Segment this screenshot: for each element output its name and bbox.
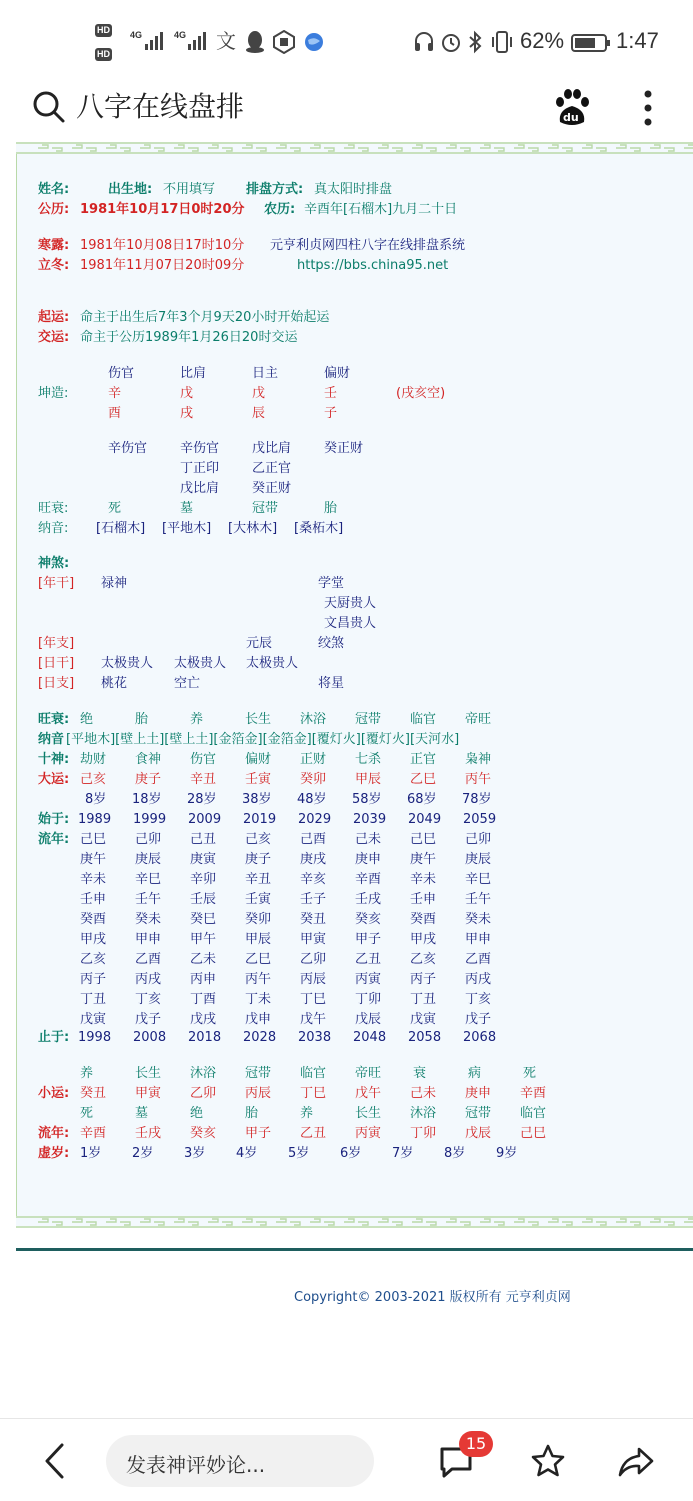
clock: 1:47 bbox=[616, 28, 659, 53]
dayun-liunian: 戊寅 bbox=[80, 1012, 107, 1027]
dayun-liunian: 丙辰 bbox=[300, 972, 327, 987]
dayun-shishen-label: 十神: bbox=[38, 752, 70, 767]
xiaoyun-top: 衰 bbox=[413, 1066, 427, 1081]
dayun-wangshuai: 长生 bbox=[245, 712, 272, 727]
dayun-age: 38岁 bbox=[242, 792, 272, 807]
ri-zhi-label: [日支] bbox=[38, 676, 75, 691]
dayun-wangshuai: 养 bbox=[190, 712, 204, 727]
dayun-liunian: 己巳 bbox=[410, 832, 437, 847]
dayun-liunian: 甲午 bbox=[190, 932, 217, 947]
xiaoyun-liunian: 癸亥 bbox=[190, 1126, 217, 1141]
xiaoyun-bottom: 胎 bbox=[245, 1106, 259, 1121]
dayun-liunian: 己亥 bbox=[245, 832, 272, 847]
dayun-age: 68岁 bbox=[407, 792, 437, 807]
dayun-liunian: 辛丑 bbox=[245, 872, 272, 887]
dayun-ganzhi: 壬寅 bbox=[245, 772, 272, 787]
dayun-liunian: 戊寅 bbox=[410, 1012, 437, 1027]
dayun-liunian: 庚子 bbox=[245, 852, 272, 867]
nian-zhi-label: [年支] bbox=[38, 636, 75, 651]
ri-gan-label: [日干] bbox=[38, 656, 75, 671]
pillar-wangshuai: 死 bbox=[108, 501, 122, 516]
dayun-start-year: 2029 bbox=[298, 812, 332, 827]
dayun-liunian: 庚寅 bbox=[190, 852, 217, 867]
dayun-wangshuai-label: 旺衰: bbox=[38, 712, 70, 727]
pillar-branch: 戌 bbox=[180, 406, 194, 421]
dayun-liunian: 戊午 bbox=[300, 1012, 327, 1027]
bazi-result-panel bbox=[0, 140, 693, 1305]
qiyun-value: 命主于出生后7年3个月9天20小时开始起运 bbox=[80, 310, 330, 325]
dayun-wangshuai: 帝旺 bbox=[465, 712, 492, 727]
dayun-end-year: 2038 bbox=[298, 1030, 332, 1045]
dayun-start-year: 1989 bbox=[78, 812, 112, 827]
hd1-badge: HD bbox=[97, 25, 110, 35]
dayun-liunian: 癸卯 bbox=[245, 912, 272, 927]
dayun-liunian: 癸酉 bbox=[410, 912, 437, 927]
dayun-liunian: 辛巳 bbox=[465, 872, 492, 887]
ri-gan-shensha: 太极贵人 bbox=[174, 656, 227, 671]
dayun-liunian: 辛亥 bbox=[300, 872, 327, 887]
pillar-branch: 辰 bbox=[252, 406, 266, 421]
dayun-liunian: 丁丑 bbox=[410, 992, 437, 1007]
dayun-end-year: 2008 bbox=[133, 1030, 167, 1045]
ri-gan-shensha: 太极贵人 bbox=[246, 656, 299, 671]
hand-icon bbox=[272, 30, 296, 54]
dayun-liunian: 甲申 bbox=[465, 932, 492, 947]
lidong-value: 1981年11月07日20时09分 bbox=[80, 258, 245, 273]
dayun-ganzhi: 癸卯 bbox=[300, 772, 327, 787]
pillar-stem: 辛 bbox=[108, 386, 122, 401]
dayun-liunian: 丁卯 bbox=[355, 992, 382, 1007]
xiaoyun-bottom: 沐浴 bbox=[410, 1106, 437, 1121]
headphones-icon bbox=[413, 31, 435, 53]
dayun-liunian: 乙丑 bbox=[355, 952, 382, 967]
dayun-liunian: 壬子 bbox=[300, 892, 327, 907]
hidden-stem: 癸正财 bbox=[324, 441, 364, 456]
share-icon[interactable] bbox=[617, 1445, 655, 1479]
pillar-shishen: 伤官 bbox=[108, 366, 135, 381]
dayun-shishen: 食神 bbox=[135, 752, 162, 767]
dayun-liunian: 癸亥 bbox=[355, 912, 382, 927]
hidden-stem: 辛伤官 bbox=[180, 441, 220, 456]
dayun-liunian: 壬午 bbox=[465, 892, 492, 907]
dayun-liunian: 庚申 bbox=[355, 852, 382, 867]
dayun-liunian: 己巳 bbox=[80, 832, 107, 847]
xusui: 1岁 bbox=[80, 1146, 102, 1161]
dayun-liunian: 壬申 bbox=[80, 892, 107, 907]
dayun-liunian: 戊子 bbox=[465, 1012, 492, 1027]
dayun-liunian: 戊戌 bbox=[190, 1012, 217, 1027]
dayun-start-year: 1999 bbox=[133, 812, 167, 827]
comment-placeholder: 发表神评妙论... bbox=[126, 1453, 266, 1477]
dayun-liunian: 癸巳 bbox=[190, 912, 217, 927]
dayun-liunian: 壬午 bbox=[135, 892, 162, 907]
xiaoyun-ganzhi: 戊午 bbox=[355, 1086, 382, 1101]
xiaoyun-top: 冠带 bbox=[245, 1066, 272, 1081]
xiaoyun-top: 病 bbox=[468, 1066, 482, 1081]
bottom-border-decoration bbox=[16, 1214, 693, 1230]
xiaoyun-top: 养 bbox=[80, 1066, 94, 1081]
xiaoyun-ganzhi: 丙辰 bbox=[245, 1086, 272, 1101]
dayun-liunian: 乙卯 bbox=[300, 952, 327, 967]
dayun-start-label: 始于: bbox=[38, 812, 70, 827]
pillar-nayin-label: 纳音: bbox=[38, 521, 69, 536]
method-value: 真太阳时排盘 bbox=[314, 182, 393, 197]
dayun-wangshuai: 胎 bbox=[135, 712, 149, 727]
xusui: 4岁 bbox=[236, 1146, 258, 1161]
pillar-wangshuai: 胎 bbox=[324, 501, 338, 516]
dayun-shishen: 正官 bbox=[410, 752, 437, 767]
dayun-liunian: 乙未 bbox=[190, 952, 217, 967]
nian-gan-label: [年干] bbox=[38, 576, 75, 591]
pillar-nayin: [平地木] bbox=[162, 521, 212, 536]
nian-gan-shensha: 学堂 bbox=[318, 576, 345, 591]
pillar-wangshuai: 冠带 bbox=[252, 501, 279, 516]
copyright: Copyright© 2003-2021 版权所有 元亨利贞网 bbox=[294, 1290, 571, 1305]
pillar-wangshuai: 墓 bbox=[180, 501, 194, 516]
nian-zhi-shensha: 元辰 bbox=[246, 636, 273, 651]
dayun-end-label: 止于: bbox=[38, 1030, 70, 1045]
dayun-shishen: 枭神 bbox=[465, 752, 492, 767]
xiaoyun-liunian: 丙寅 bbox=[355, 1126, 382, 1141]
star-icon[interactable] bbox=[530, 1443, 566, 1479]
back-icon[interactable] bbox=[42, 1441, 68, 1481]
dayun-liunian: 壬寅 bbox=[245, 892, 272, 907]
page-title: 八字在线盘排 bbox=[76, 90, 245, 123]
xiaoyun-liunian: 壬戌 bbox=[135, 1126, 162, 1141]
solar-label: 公历: bbox=[38, 202, 70, 217]
xiaoyun-liunian: 乙丑 bbox=[300, 1126, 327, 1141]
xiaoyun-ganzhi: 乙卯 bbox=[190, 1086, 217, 1101]
top-border-decoration bbox=[16, 140, 693, 156]
app-bar bbox=[0, 80, 693, 140]
method-label: 排盘方式: bbox=[246, 182, 304, 197]
birthplace-value: 不用填写 bbox=[163, 182, 216, 197]
baidu-logo-text: du bbox=[563, 111, 579, 124]
solar-value: 1981年10月17日0时20分 bbox=[80, 202, 245, 217]
dayun-shishen: 劫财 bbox=[80, 752, 107, 767]
dayun-liunian: 丁亥 bbox=[135, 992, 162, 1007]
dayun-age: 78岁 bbox=[462, 792, 492, 807]
dayun-liunian: 乙酉 bbox=[135, 952, 162, 967]
dayun-liunian: 壬辰 bbox=[190, 892, 217, 907]
dayun-liunian: 甲辰 bbox=[245, 932, 272, 947]
dayun-liunian: 庚辰 bbox=[465, 852, 492, 867]
ri-zhi-shensha: 将星 bbox=[318, 676, 345, 691]
dayun-start-year: 2049 bbox=[408, 812, 442, 827]
dayun-start-year: 2009 bbox=[188, 812, 222, 827]
dayun-wangshuai: 绝 bbox=[80, 712, 94, 727]
ri-zhi-shensha: 桃花 bbox=[101, 676, 128, 691]
hanlu-value: 1981年10月08日17时10分 bbox=[80, 238, 245, 253]
xiaoyun-ganzhi: 丁巳 bbox=[300, 1086, 327, 1101]
dayun-ganzhi: 己亥 bbox=[80, 772, 107, 787]
dayun-start-year: 2039 bbox=[353, 812, 387, 827]
kunzao-label: 坤造: bbox=[38, 386, 69, 401]
dayun-liunian: 己丑 bbox=[190, 832, 217, 847]
dayun-end-year: 1998 bbox=[78, 1030, 112, 1045]
xiaoyun-liunian: 己巳 bbox=[520, 1126, 547, 1141]
dayun-wangshuai: 冠带 bbox=[355, 712, 382, 727]
dayun-liunian: 甲寅 bbox=[300, 932, 327, 947]
dayun-ganzhi: 甲辰 bbox=[355, 772, 382, 787]
browser-icon bbox=[304, 32, 324, 52]
dayun-liunian: 丙寅 bbox=[355, 972, 382, 987]
vibrate-icon bbox=[489, 30, 515, 54]
hidden-stem: 癸正财 bbox=[252, 481, 292, 496]
dayun-age: 28岁 bbox=[187, 792, 217, 807]
signal-icon-2 bbox=[188, 30, 212, 52]
pillar-branch: 子 bbox=[324, 406, 338, 421]
dayun-liunian: 丙午 bbox=[245, 972, 272, 987]
pillar-shishen: 偏财 bbox=[324, 366, 351, 381]
nian-gan-shensha: 禄神 bbox=[101, 576, 128, 591]
left-border-line bbox=[16, 154, 17, 1216]
dayun-liunian: 丙子 bbox=[410, 972, 437, 987]
pillar-nayin: [大林木] bbox=[228, 521, 278, 536]
dayun-end-year: 2068 bbox=[463, 1030, 497, 1045]
dayun-liunian: 己卯 bbox=[135, 832, 162, 847]
lunar-label: 农历: bbox=[264, 202, 296, 217]
dayun-liunian: 戊申 bbox=[245, 1012, 272, 1027]
more-icon[interactable] bbox=[643, 88, 653, 128]
ri-gan-shensha: 太极贵人 bbox=[101, 656, 154, 671]
dayun-label: 大运: bbox=[38, 772, 70, 787]
dayun-liunian: 丁丑 bbox=[80, 992, 107, 1007]
kong-text: (戌亥空) bbox=[396, 386, 446, 401]
jiaoyun-label: 交运: bbox=[38, 330, 70, 345]
xiaoyun-bottom: 长生 bbox=[355, 1106, 382, 1121]
xiaoyun-ganzhi: 辛酉 bbox=[520, 1086, 547, 1101]
comment-count-badge: 15 bbox=[459, 1431, 493, 1457]
dayun-liunian: 甲申 bbox=[135, 932, 162, 947]
dayun-liunian: 庚午 bbox=[410, 852, 437, 867]
dayun-end-year: 2058 bbox=[408, 1030, 442, 1045]
dayun-liunian: 丙申 bbox=[190, 972, 217, 987]
xiaoyun-liunian: 甲子 bbox=[245, 1126, 272, 1141]
dayun-wangshuai: 临官 bbox=[410, 712, 437, 727]
xusui-label: 虚岁: bbox=[38, 1146, 70, 1161]
pillar-stem: 戊 bbox=[252, 386, 266, 401]
dayun-liunian: 己酉 bbox=[300, 832, 327, 847]
xiaoyun-top: 临官 bbox=[300, 1066, 327, 1081]
dayun-shishen: 伤官 bbox=[190, 752, 217, 767]
dayun-liunian: 癸酉 bbox=[80, 912, 107, 927]
dayun-liunian: 癸未 bbox=[135, 912, 162, 927]
dayun-liunian-label: 流年: bbox=[38, 832, 70, 847]
battery-percent: 62% bbox=[520, 28, 565, 53]
status-bar bbox=[0, 0, 693, 80]
system-text: 元亨利贞网四柱八字在线排盘系统 bbox=[270, 238, 466, 253]
xiaoyun-bottom: 死 bbox=[80, 1106, 94, 1121]
xusui: 3岁 bbox=[184, 1146, 206, 1161]
xiaoyun-bottom: 墓 bbox=[135, 1106, 149, 1121]
dayun-liunian: 丁酉 bbox=[190, 992, 217, 1007]
pillar-branch: 酉 bbox=[108, 406, 122, 421]
nian-gan-shensha: 天厨贵人 bbox=[324, 596, 377, 611]
lidong-label: 立冬: bbox=[38, 258, 70, 273]
dayun-liunian: 壬申 bbox=[410, 892, 437, 907]
battery-icon bbox=[571, 33, 611, 53]
dayun-liunian: 辛卯 bbox=[190, 872, 217, 887]
sig1-label: 4G bbox=[130, 30, 143, 40]
pillar-wangshuai-label: 旺衰: bbox=[38, 501, 69, 516]
xiaoyun-ganzhi: 甲寅 bbox=[135, 1086, 162, 1101]
signal-icon bbox=[145, 30, 169, 52]
xiaoyun-bottom: 冠带 bbox=[465, 1106, 492, 1121]
xiaoyun-liunian: 戊辰 bbox=[465, 1126, 492, 1141]
xusui: 8岁 bbox=[444, 1146, 466, 1161]
dayun-liunian: 乙亥 bbox=[410, 952, 437, 967]
xiaoyun-bottom: 临官 bbox=[520, 1106, 547, 1121]
hd2-badge: HD bbox=[97, 49, 110, 59]
dayun-liunian: 甲戌 bbox=[410, 932, 437, 947]
dayun-age: 58岁 bbox=[352, 792, 382, 807]
nian-gan-shensha: 文昌贵人 bbox=[324, 616, 377, 631]
xiaoyun-ganzhi: 己未 bbox=[410, 1086, 437, 1101]
xiaoyun-ganzhi: 庚申 bbox=[465, 1086, 492, 1101]
xiaoyun-top: 帝旺 bbox=[355, 1066, 382, 1081]
hanlu-label: 寒露: bbox=[38, 238, 70, 253]
dayun-start-year: 2019 bbox=[243, 812, 277, 827]
dayun-liunian: 壬戌 bbox=[355, 892, 382, 907]
dayun-liunian: 癸丑 bbox=[300, 912, 327, 927]
dayun-end-year: 2018 bbox=[188, 1030, 222, 1045]
xiaoyun-liunian: 丁卯 bbox=[410, 1126, 437, 1141]
dayun-ganzhi: 乙巳 bbox=[410, 772, 437, 787]
bluetooth-icon bbox=[467, 30, 483, 54]
xiaoyun-label: 小运: bbox=[38, 1086, 70, 1101]
hidden-stem: 乙正官 bbox=[252, 461, 292, 476]
dayun-age: 18岁 bbox=[132, 792, 162, 807]
lunar-value: 辛酉年[石榴木]九月二十日 bbox=[304, 202, 458, 217]
hidden-stem: 戊比肩 bbox=[180, 481, 220, 496]
dayun-liunian: 己卯 bbox=[465, 832, 492, 847]
xiaoyun-top: 死 bbox=[523, 1066, 537, 1081]
hidden-stem: 丁正印 bbox=[180, 461, 220, 476]
dayun-liunian: 丙戌 bbox=[135, 972, 162, 987]
dayun-shishen: 七杀 bbox=[355, 752, 382, 767]
dayun-liunian: 辛未 bbox=[80, 872, 107, 887]
dayun-end-year: 2048 bbox=[353, 1030, 387, 1045]
qiyun-label: 起运: bbox=[38, 310, 70, 325]
baidu-paw-icon[interactable] bbox=[554, 88, 590, 128]
dayun-liunian: 丙戌 bbox=[465, 972, 492, 987]
xusui: 9岁 bbox=[496, 1146, 518, 1161]
dayun-liunian: 庚戌 bbox=[300, 852, 327, 867]
dayun-liunian: 乙酉 bbox=[465, 952, 492, 967]
comment-input[interactable] bbox=[106, 1435, 374, 1487]
xusui: 5岁 bbox=[288, 1146, 310, 1161]
dayun-start-year: 2059 bbox=[463, 812, 497, 827]
dayun-liunian: 乙亥 bbox=[80, 952, 107, 967]
sig2-label: 4G bbox=[174, 30, 187, 40]
qq-icon bbox=[244, 30, 266, 54]
dayun-liunian: 丁巳 bbox=[300, 992, 327, 1007]
xiaoyun-top: 沐浴 bbox=[190, 1066, 217, 1081]
xiaoyun-bottom: 养 bbox=[300, 1106, 314, 1121]
dayun-age: 48岁 bbox=[297, 792, 327, 807]
dayun-liunian: 己未 bbox=[355, 832, 382, 847]
dayun-liunian: 辛巳 bbox=[135, 872, 162, 887]
dayun-liunian: 丁未 bbox=[245, 992, 272, 1007]
dayun-shishen: 正财 bbox=[300, 752, 327, 767]
dayun-liunian: 庚午 bbox=[80, 852, 107, 867]
xiaoyun-top: 长生 bbox=[135, 1066, 162, 1081]
dayun-liunian: 庚辰 bbox=[135, 852, 162, 867]
hidden-stem: 戊比肩 bbox=[252, 441, 292, 456]
pillar-stem: 壬 bbox=[324, 386, 338, 401]
xusui: 7岁 bbox=[392, 1146, 414, 1161]
dayun-liunian: 癸未 bbox=[465, 912, 492, 927]
dayun-liunian: 乙巳 bbox=[245, 952, 272, 967]
dayun-shishen: 偏财 bbox=[245, 752, 272, 767]
dayun-liunian: 甲戌 bbox=[80, 932, 107, 947]
dayun-ganzhi: 辛丑 bbox=[190, 772, 217, 787]
translate-icon: 文 bbox=[216, 31, 236, 53]
dayun-liunian: 辛酉 bbox=[355, 872, 382, 887]
hidden-stem: 辛伤官 bbox=[108, 441, 148, 456]
dayun-end-year: 2028 bbox=[243, 1030, 277, 1045]
xiaoyun-bottom: 绝 bbox=[190, 1106, 204, 1121]
jiaoyun-value: 命主于公历1989年1月26日20时交运 bbox=[80, 330, 298, 345]
dayun-liunian: 丁亥 bbox=[465, 992, 492, 1007]
pillar-nayin: [桑柘木] bbox=[294, 521, 344, 536]
dayun-liunian: 辛未 bbox=[410, 872, 437, 887]
url-text: https://bbs.china95.net bbox=[297, 258, 449, 273]
shensha-title: 神煞: bbox=[38, 556, 70, 571]
dayun-ganzhi: 丙午 bbox=[465, 772, 492, 787]
xiaoyun-ganzhi: 癸丑 bbox=[80, 1086, 107, 1101]
bottom-bar bbox=[0, 1418, 693, 1501]
pillar-nayin: [石榴木] bbox=[96, 521, 146, 536]
pillar-shishen: 日主 bbox=[252, 366, 279, 381]
dayun-wangshuai: 沐浴 bbox=[300, 712, 327, 727]
xiaoyun-liunian: 辛酉 bbox=[80, 1126, 107, 1141]
birthplace-label: 出生地: bbox=[108, 182, 153, 197]
dayun-liunian: 戊辰 bbox=[355, 1012, 382, 1027]
dayun-liunian: 丙子 bbox=[80, 972, 107, 987]
dayun-nayin: [平地木][壁上土][壁上土][金箔金][金箔金][覆灯火][覆灯火][天河水] bbox=[66, 732, 460, 747]
dayun-age: 8岁 bbox=[85, 792, 107, 807]
dayun-ganzhi: 庚子 bbox=[135, 772, 162, 787]
nian-zhi-shensha: 绞煞 bbox=[318, 636, 345, 651]
search-icon[interactable] bbox=[32, 90, 66, 124]
name-label: 姓名: bbox=[38, 182, 70, 197]
xusui: 6岁 bbox=[340, 1146, 362, 1161]
pillar-stem: 戊 bbox=[180, 386, 194, 401]
dayun-liunian: 戊子 bbox=[135, 1012, 162, 1027]
xusui: 2岁 bbox=[132, 1146, 154, 1161]
ri-zhi-shensha: 空亡 bbox=[174, 676, 201, 691]
pillar-shishen: 比肩 bbox=[180, 366, 207, 381]
dayun-nayin-label: 纳音 bbox=[38, 732, 65, 747]
alarm-icon bbox=[440, 31, 462, 53]
xiaoyun-liunian-label: 流年: bbox=[38, 1126, 70, 1141]
bottom-divider bbox=[16, 1248, 693, 1251]
dayun-liunian: 甲子 bbox=[355, 932, 382, 947]
